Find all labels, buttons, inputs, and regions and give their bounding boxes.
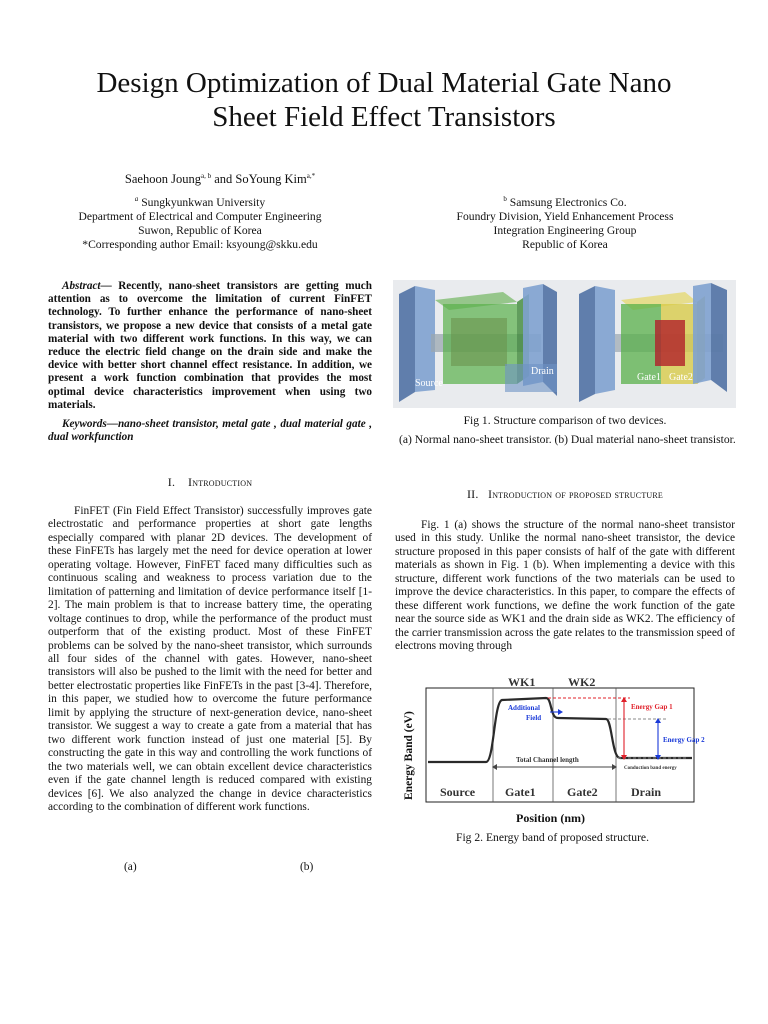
keywords-text: —nano-sheet transistor, metal gate , dual material gate , dual workfunction [48, 418, 372, 444]
fig2-total-channel: Total Channel length [516, 756, 579, 764]
fig2-ylabel: Energy Band (eV) [403, 711, 415, 800]
fig2-xlabel: Position (nm) [516, 811, 585, 825]
author-2-affil: a,* [306, 172, 316, 180]
author-1-affil: a, b [200, 172, 212, 180]
fig2-additional-field-1: Additional [508, 704, 540, 712]
affil-right-sup: b [503, 195, 507, 203]
figure-2-image [398, 674, 705, 826]
intro-paragraph [48, 505, 372, 814]
affil-left-line2: Department of Electrical and Computer Engineering [78, 210, 322, 224]
section-2-number: II. [466, 487, 479, 501]
keywords [48, 418, 372, 444]
fig2-region-drain: Drain [631, 785, 661, 799]
fig1-label-gate2: Gate2 [669, 372, 693, 383]
fig1-label-gate1: Gate1 [637, 372, 661, 383]
figure-2-caption: Fig 2. Energy band of proposed structure. [456, 831, 649, 844]
section-2-heading [395, 487, 735, 502]
fig2-region-gate2: Gate2 [567, 785, 598, 799]
affil-right-line4: Republic of Korea [522, 238, 608, 252]
fig2-energy-gap-1: Energy Gap 1 [631, 703, 673, 711]
fig2-additional-field-2: Field [526, 714, 542, 722]
affil-left-sup: a [134, 195, 139, 203]
intro-text: FinFET (Fin Field Effect Transistor) successfully improves gate electrostatic and performance properties at short gate lengths especially compared with planar 2D devices. The development of these FinFETs has largely met the need for device operation at lower operating voltage. However, FinFET faced many difficulties such as continuous scaling and weakness to process variation due to the limitation of patterning and limitation of device performance itself [1-2]. The main problem is that to increase battery time, the operating voltage continues to drop, while the performance of the product must outperform that of the existing product. Most of these FinFET problems can be solved by the nano-sheet transistor, which surrounds all four sides of the channel with gates. However, nano-sheet transistors will also be pushed to the limit with the need for better and better electrostatic properties like FinFETs in the past [3-4]. Therefore, in this paper, we studied how to overcome the future performance limit by applying the structure of next-generation device, nano-sheet transistor. We suggest a way to create a gate from a material that has two different work function instead of just one material [5]. By constructing the gate in this way and controlling the work functions of the two materials well, we can obtain excellent device characteristics even if the gate channel length is reduced compared with existing devices [6]. We also analyzed the change in device characteristics according to the combination of different work functions. [48, 505, 372, 813]
fig2-wk2-label: WK2 [568, 675, 596, 689]
figure-1-svg [393, 280, 736, 408]
fig1-label-source: Source [415, 378, 443, 389]
author-and: and [211, 172, 236, 187]
affiliation-right [400, 192, 730, 253]
left-sublabel-a: (a) [124, 861, 137, 873]
affil-left-line1: Sungkyunkwan University [138, 195, 266, 209]
author-1: Saehoon Joung [124, 172, 201, 187]
corresponding-email[interactable]: *Corresponding author Email: ksyoung@skku.edu [82, 238, 318, 252]
fig2-region-gate1: Gate1 [505, 785, 536, 799]
title-line-2: Sheet Field Effect Transistors [212, 101, 556, 133]
fig2-conduction-band: Conduction band energy [624, 766, 677, 771]
fig1-label-drain: Drain [531, 366, 554, 377]
abstract-label: Abstract [62, 280, 101, 292]
figure-2-svg [398, 674, 705, 826]
section-2-title: Introduction of proposed structure [488, 489, 664, 501]
title-line-1: Design Optimization of Dual Material Gate Nano [96, 67, 672, 99]
section-1-number: I. [167, 475, 176, 489]
keywords-label: Keywords [62, 418, 107, 430]
fig2-wk1-label: WK1 [508, 675, 536, 689]
figure-1-image [393, 280, 736, 408]
section-1-title: Introduction [188, 475, 253, 489]
abstract-text: — Recently, nano-sheet transistors are getting much attention as to overcome the limitation of current FinFET technology. To further enhance the performance of nano-sheet transistors, we propose a new device that consists of a metal gate material with two different work functions. In this way, we can reduce the electric field change on the drain side and make the device with better short channel effect resistance. In addition, we present a work function combination that provides the most optimal device characteristics improvement when using two materials. [48, 280, 372, 411]
affil-right-line3: Integration Engineering Group [493, 224, 637, 238]
figure-1-caption: Fig 1. Structure comparison of two devices. [463, 414, 667, 427]
affil-right-line1: Samsung Electronics Co. [506, 195, 627, 209]
affiliation-left [40, 192, 360, 253]
author-line [40, 172, 400, 187]
left-sublabel-b: (b) [300, 861, 314, 873]
section-1-heading [48, 475, 372, 490]
fig2-region-source: Source [440, 785, 476, 799]
section-2-paragraph [395, 519, 735, 654]
paper-title [40, 66, 728, 134]
section-2-text: Fig. 1 (a) shows the structure of the normal nano-sheet transistor used in this study. Unlike the normal nano-sheet transistor, the device structure proposed in this paper consists of half of the gate with different materials as shown in Fig. 1 (b). When implementing a device with this structure, different work functions of the two materials can be used to improve the device characteristics. In this paper, to compare the effects of these different work functions, we define the work function of the gate near the source side as WK1 and the drain side as WK2. The efficiency of the carrier transmission across the gate relates to the transmission speed of electrons moving through [395, 519, 735, 653]
affil-left-line3: Suwon, Republic of Korea [138, 224, 262, 238]
figure-1-subcaption: (a) Normal nano-sheet transistor. (b) Dual material nano-sheet transistor. [399, 433, 736, 446]
affil-right-line2: Foundry Division, Yield Enhancement Process [456, 210, 674, 224]
abstract [48, 280, 372, 412]
author-2: SoYoung Kim [235, 172, 307, 187]
fig2-energy-gap-2: Energy Gap 2 [663, 736, 705, 744]
